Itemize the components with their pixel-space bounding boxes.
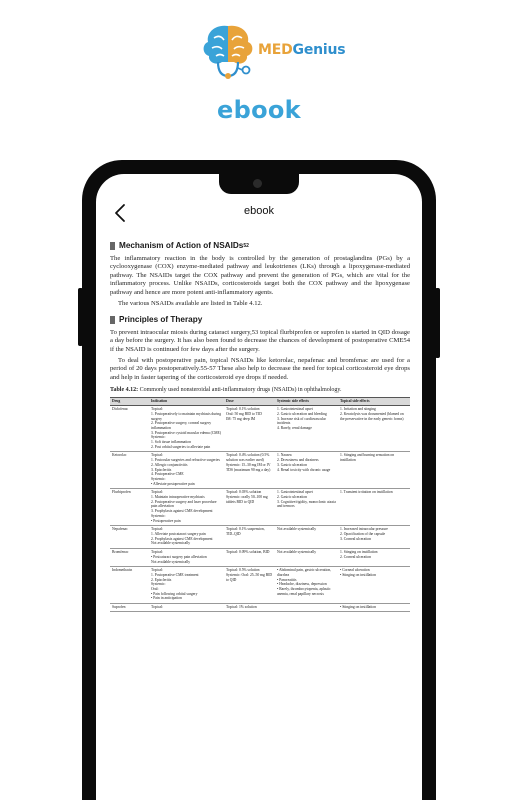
systemic-cell	[275, 405, 338, 451]
dose-cell	[224, 566, 275, 603]
table-caption	[110, 387, 410, 395]
cell-line: 1. Maintain intraoperative mydriasis	[151, 495, 205, 500]
cell-line: Topical: 0.5% solution	[226, 568, 260, 573]
cell-line: 2. Episcleritis	[151, 577, 172, 582]
nsaid-table	[110, 397, 410, 612]
dose-cell	[224, 451, 275, 488]
cell-line: 3. Gastric ulceration	[277, 462, 308, 467]
dose-cell	[224, 525, 275, 548]
ebook-content[interactable]	[110, 242, 410, 612]
cell-line: • Rarely, thrombocytopenia, aplastic anemia, renal papillary necrosis	[277, 587, 331, 596]
topical-cell	[338, 548, 410, 566]
cell-line: 2. Gastric ulceration	[277, 495, 308, 500]
cell-line: Systemic:	[151, 476, 166, 481]
topical-cell	[338, 451, 410, 488]
section-heading-mechanism	[110, 242, 410, 251]
cell-line: Not available systemically	[151, 559, 191, 564]
camera-icon	[253, 179, 262, 188]
cell-line: Topical:	[151, 550, 164, 555]
page-headline: ebook	[217, 96, 301, 124]
systemic-cell	[275, 488, 338, 525]
dose-cell	[224, 548, 275, 566]
cell-line: • Pancreatitis	[277, 577, 297, 582]
systemic-cell	[275, 603, 338, 612]
phone-frame	[82, 160, 436, 800]
cell-line: Systemic:	[151, 582, 166, 587]
phone-notch	[219, 174, 299, 194]
cell-line: Systemic: orally 50–100 mg tablets BID to QID	[226, 495, 268, 504]
cell-line: Oral:	[151, 587, 159, 592]
brand-header	[0, 22, 518, 82]
cell-line: 2. Allergic conjunctivitis	[151, 462, 188, 467]
brand-name-med: MED	[258, 42, 293, 58]
cell-line: 1. Stinging and burning sensation on instillation	[340, 453, 395, 463]
cell-line: Topical: 0.03% solution	[226, 490, 262, 495]
cell-line: • Abdominal pain, gastric ulceration, diarrhea	[277, 568, 332, 577]
cell-line: Topical: 1% solution	[226, 605, 257, 610]
cell-line: 1. Stinging on instillation	[340, 550, 378, 555]
column-header: Topical side effects	[338, 397, 410, 405]
cell-line: 3. Cognitive/rigidity, monoclonic ataxia and tremors	[277, 499, 336, 509]
cell-line: 1. Postoperative CME treatment	[151, 572, 199, 577]
caption-label: Table 4.12:	[110, 387, 139, 394]
cell-line: Not available systemically	[277, 550, 317, 555]
cell-line: Systemic: Oral: 25–50 mg BID to QID	[226, 572, 273, 582]
table-header-row	[110, 397, 410, 405]
cell-line: Topical: 0.4% solution (0.5% solution was earlier used)	[226, 453, 270, 463]
column-header: Dose	[224, 397, 275, 405]
cell-line: Not available systemically	[277, 527, 317, 532]
table-row	[110, 405, 410, 451]
heading-text: Principles of Therapy	[119, 315, 203, 325]
dose-cell	[224, 405, 275, 451]
cell-line: Topical:	[151, 407, 164, 412]
cell-line: Topical:	[151, 527, 164, 532]
drug-cell: Diclofenac	[110, 405, 149, 451]
drug-cell: Ketorolac	[110, 451, 149, 488]
indication-cell	[149, 488, 224, 525]
systemic-cell	[275, 566, 338, 603]
indication-cell	[149, 451, 224, 488]
drug-cell: Bromfenac	[110, 548, 149, 566]
app-bar	[96, 198, 422, 232]
table-row	[110, 488, 410, 525]
cell-line: 1. Postocular surgeries and refractive surgeries	[151, 458, 220, 463]
cell-line: • Pain following orbital surgery	[151, 591, 198, 596]
table-row	[110, 525, 410, 548]
cell-line: • Pain in anticipation	[151, 596, 182, 601]
topical-cell	[338, 405, 410, 451]
topical-cell	[338, 525, 410, 548]
heading-marker	[110, 242, 115, 250]
indication-cell	[149, 525, 224, 548]
cell-line: 1. Nausea	[277, 453, 292, 458]
systemic-cell	[275, 525, 338, 548]
drug-cell: Suprofen	[110, 603, 149, 612]
cell-line: 1. Gastrointestinal upset	[277, 407, 313, 412]
indication-cell	[149, 405, 224, 451]
brain-stethoscope-icon	[196, 22, 260, 82]
cell-line: Not available systemically	[151, 541, 191, 546]
cell-line: 1. Alleviate postcataract surgery pain	[151, 531, 206, 536]
heading-text: Mechanism of Action of NSAIDs	[119, 241, 244, 250]
drug-cell: Nepafenac	[110, 525, 149, 548]
cell-line: 2. Prophylaxis against CME development	[151, 536, 213, 541]
phone-screen	[96, 174, 422, 800]
cell-line: 2. Opacification of the capsule	[340, 531, 386, 536]
app-bar-title: ebook	[244, 205, 274, 217]
topical-cell	[338, 603, 410, 612]
caption-text: Commonly used nonsteroidal anti-inflammatory drugs (NSAIDs) in ophthalmology.	[139, 387, 342, 394]
cell-line: Topical:	[151, 605, 164, 610]
heading-marker	[110, 316, 115, 324]
cell-line: 1. Postoperatively to maintain mydriasis during surgery	[151, 411, 222, 421]
cell-line: 4. Postoperative CME	[151, 472, 184, 477]
cell-line: 3. Postoperative cystoid macular edema (CME)	[151, 430, 222, 435]
brand-name-genius: Genius	[292, 42, 346, 58]
cell-line: Topical: 0.1% solution	[226, 407, 260, 412]
cell-line: 3. Increase risk of cardiovascular incidents	[277, 416, 326, 426]
table-row	[110, 451, 410, 488]
table-row	[110, 603, 410, 612]
topical-cell	[338, 488, 410, 525]
cell-line: Systemic:	[151, 513, 166, 518]
cell-line: Systemic:	[151, 435, 166, 440]
column-header: Drug	[110, 397, 149, 405]
cell-line: Oral: 50 mg BID to TID	[226, 411, 262, 416]
cell-line: 1. Transient irritation on instillation	[340, 490, 393, 495]
dose-cell	[224, 488, 275, 525]
cell-line: • Headache, dizziness, depression	[277, 582, 327, 587]
cell-line: • Stinging on instillation	[340, 605, 377, 610]
cell-line: 3. Episcleritis	[151, 467, 172, 472]
table-row	[110, 548, 410, 566]
cell-line: Topical:	[151, 453, 164, 458]
column-header: Systemic side effects	[275, 397, 338, 405]
indication-cell	[149, 548, 224, 566]
indication-cell	[149, 603, 224, 612]
cell-line: IM: 75 mg deep IM	[226, 416, 256, 421]
cell-line: 4. Rarely, renal damage	[277, 425, 312, 430]
cell-line: Topical: 0.1% suspension, TID–QID	[226, 527, 265, 536]
cell-line: Topical: 0.09% solution, BID	[226, 550, 270, 555]
cell-line: 2. Post orbital surgeries to alleviate pain	[151, 444, 211, 449]
dose-cell	[224, 603, 275, 612]
cell-line: 2. Keratolysis was documented (blamed on the preservative in the early generic forms)	[340, 411, 404, 421]
cell-line: • Stinging on instillation	[340, 572, 377, 577]
cell-line: 2. Gastric ulceration and bleeding	[277, 411, 327, 416]
table-body	[110, 405, 410, 612]
cell-line: 1. Soft tissue inflammation	[151, 440, 191, 445]
cell-line: • Postoperative pain	[151, 518, 181, 523]
cell-line: • Corneal ulceration	[340, 568, 370, 573]
cell-line: • Postcataract surgery pain alleviation	[151, 554, 207, 559]
cell-line: 4. Renal toxicity with chronic usage	[277, 467, 331, 472]
brand-name	[258, 42, 345, 58]
column-header: Indication	[149, 397, 224, 405]
cell-line: 2. Drowsiness and dizziness	[277, 458, 319, 463]
paragraph: To deal with postoperative pain, topical NSAIDs like ketorolac, nepafenac and bromfenac are used for a period of 20 days postoperatively.55-57 These also help to decrease the need for topical corticosteroid eye drops and help in faster tapering of the corticosteroid eye drops if needed.	[110, 356, 410, 381]
paragraph: The various NSAIDs available are listed in Table 4.12.	[118, 299, 263, 307]
paragraph: The inflammatory reaction in the body is controlled by the generation of prostaglandins (PGs) by a cyclooxygenase (COX) enzyme-mediated pathway and leukotrienes (LKs) through a lipoxygenase-mediated pathway. The NSAIDs target the COX pathway and prevent the generation of PGs, which are vital for the inflammatory process. Unlike NSAIDs, corticosteroids target both the COX pathway and the lipoxygenase pathway and hence are more potent anti-inflammatory agents.	[110, 254, 410, 296]
cell-line: Systemic: 15–30 mg IM or IV TDS (maximum 90 mg a day)	[226, 462, 271, 472]
paragraph: To prevent intraocular miosis during cataract surgery,53 topical flurbiprofen or suprofen is started in QID dosage a day before the surgery. It has also been found to decrease the chances of development of postoperative CME54 if the NSAID is continued for few days after the surgery.	[110, 328, 410, 353]
cell-line: 3. Prophylaxis against CME development	[151, 509, 213, 514]
drug-cell: Flurbiprofen	[110, 488, 149, 525]
cell-line: 3. Corneal ulceration	[340, 536, 372, 541]
cell-line: 1. Increased intraocular pressure	[340, 527, 388, 532]
cell-line: 2. Corneal ulceration	[340, 554, 372, 559]
systemic-cell	[275, 548, 338, 566]
cell-line: 2. Postoperative surgery, corneal surgery inflammation	[151, 421, 212, 430]
section-heading-principles	[110, 316, 410, 325]
cell-line: 1. Gastrointestinal upset	[277, 490, 313, 495]
heading-superscript: 52	[243, 243, 249, 249]
cell-line: • Alleviate postoperative pain	[151, 481, 195, 486]
drug-cell: Indomethacin	[110, 566, 149, 603]
systemic-cell	[275, 451, 338, 488]
cell-line: 2. Postoperative surgery and laser procedure pain alleviation	[151, 499, 217, 509]
table-row	[110, 566, 410, 603]
topical-cell	[338, 566, 410, 603]
cell-line: Topical:	[151, 490, 164, 495]
cell-line: 1. Irritation and stinging	[340, 407, 376, 412]
cell-line: Topical:	[151, 568, 164, 573]
indication-cell	[149, 566, 224, 603]
